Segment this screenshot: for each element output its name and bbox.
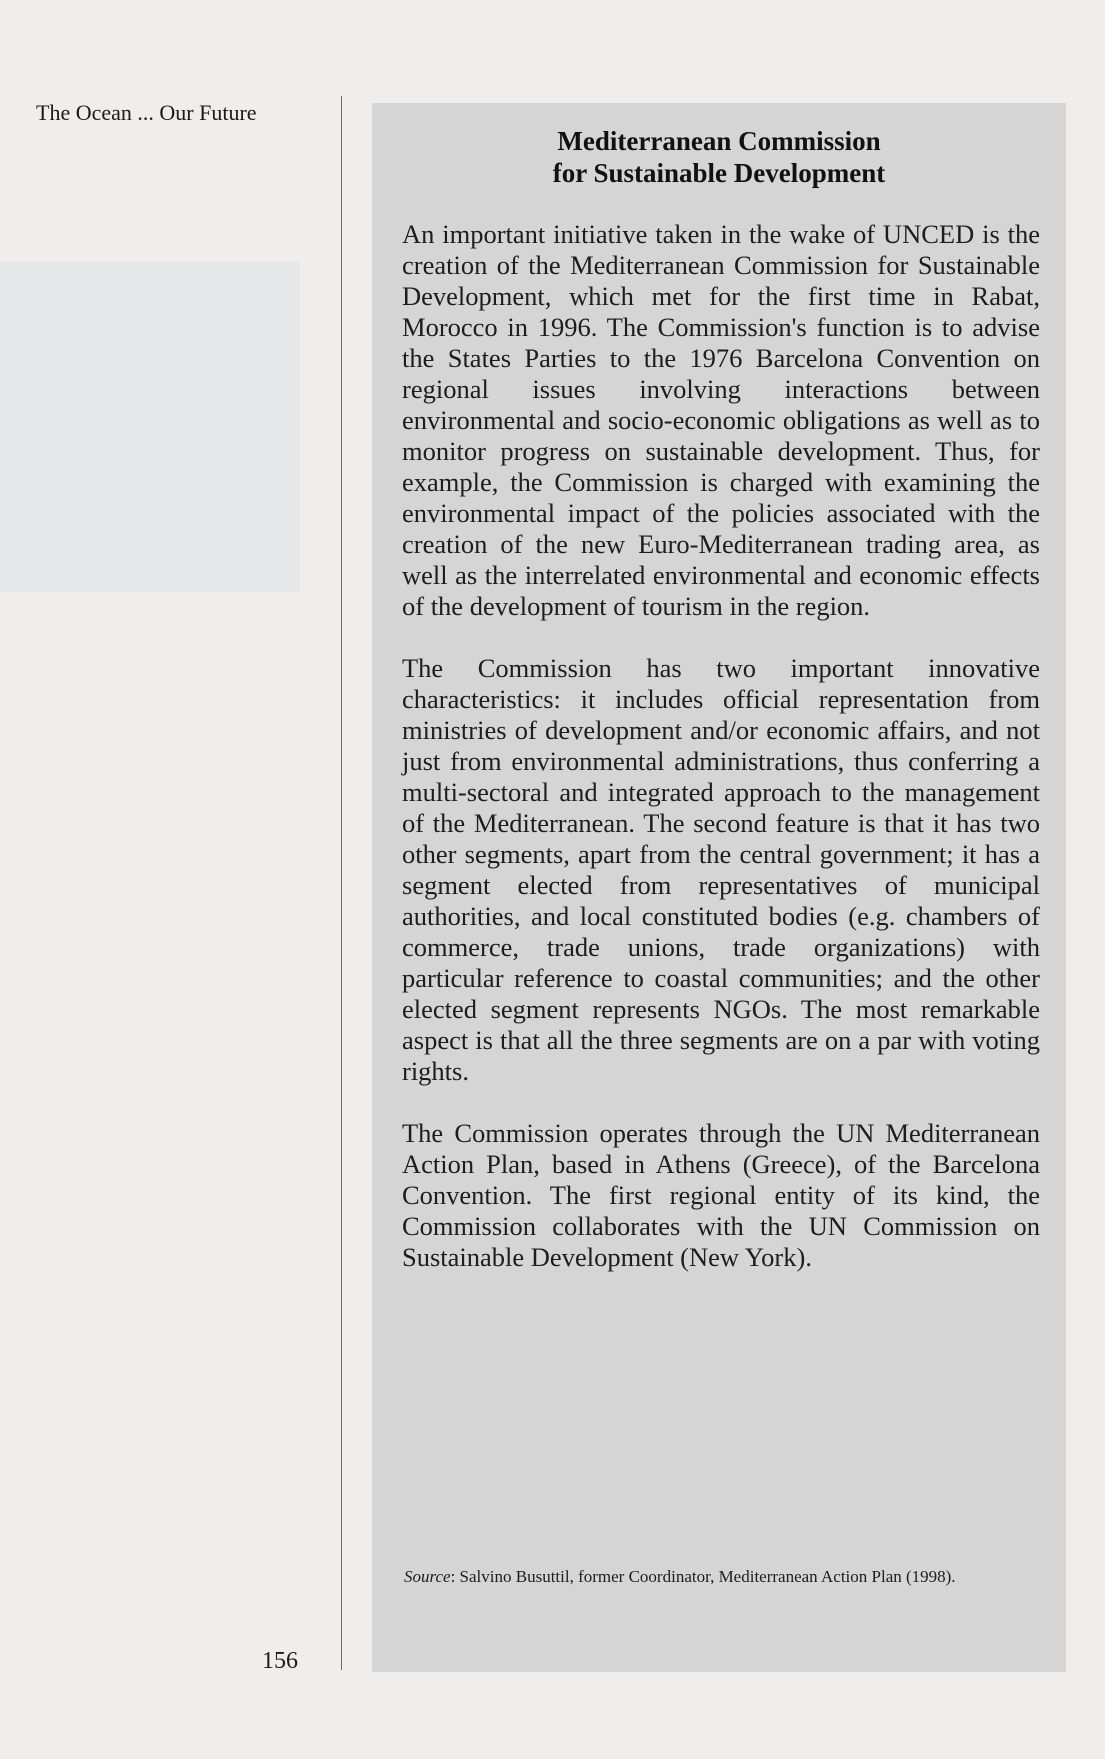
column-divider (341, 96, 342, 1670)
source-label: Source (404, 1567, 451, 1586)
paragraph-1: An important initiative taken in the wake of UNCED is the creation of the Mediterranean Commission for Sustainable Development, which met for the first time in Rabat, Morocco in 1996. The Commission's function is to advise the States Parties to the 1976 Barcelona Convention on regional issues involving interactions between environmental and socio-economic obligations as well as to monitor progress on sustainable development. Thus, for example, the Commission is charged with examining the environmental impact of the policies associated with the creation of the new Euro-Mediterranean trading area, as well as the interrelated environmental and economic effects of the development of tourism in the region. (402, 219, 1040, 621)
paragraph-2: The Commission has two important innovative characteristics: it includes official representation from ministries of development and/or economic affairs, and not just from environmental administrations, thus conferring a multi-sectoral and integrated approach to the management of the Mediterranean. The second feature is that it has two other segments, apart from the central government; it has a segment elected from representatives of municipal authorities, and local constituted bodies (e.g. chambers of commerce, trade unions, trade organizations) with particular reference to coastal communities; and the other elected segment represents NGOs. The most remarkable aspect is that all the three segments are on a par with voting rights. (402, 653, 1040, 1086)
paragraph-3: The Commission operates through the UN Mediterranean Action Plan, based in Athens (Greece), of the Barcelona Convention. The first regional entity of its kind, the Commission collaborates with the UN Commission on Sustainable Development (New York). (402, 1118, 1040, 1272)
box-body (402, 219, 1040, 1304)
running-head: The Ocean ... Our Future (36, 100, 257, 125)
source-note (404, 1563, 1040, 1590)
sidebar-box (372, 103, 1066, 1672)
bleed-through-image (0, 262, 300, 592)
box-title-line-2: for Sustainable Development (552, 158, 886, 188)
box-title (372, 125, 1066, 189)
page-number: 156 (262, 1648, 298, 1674)
source-text: : Salvino Busuttil, former Coordinator, Mediterranean Action Plan (1998). (450, 1567, 956, 1586)
box-title-line-1: Mediterranean Commission (557, 126, 881, 156)
